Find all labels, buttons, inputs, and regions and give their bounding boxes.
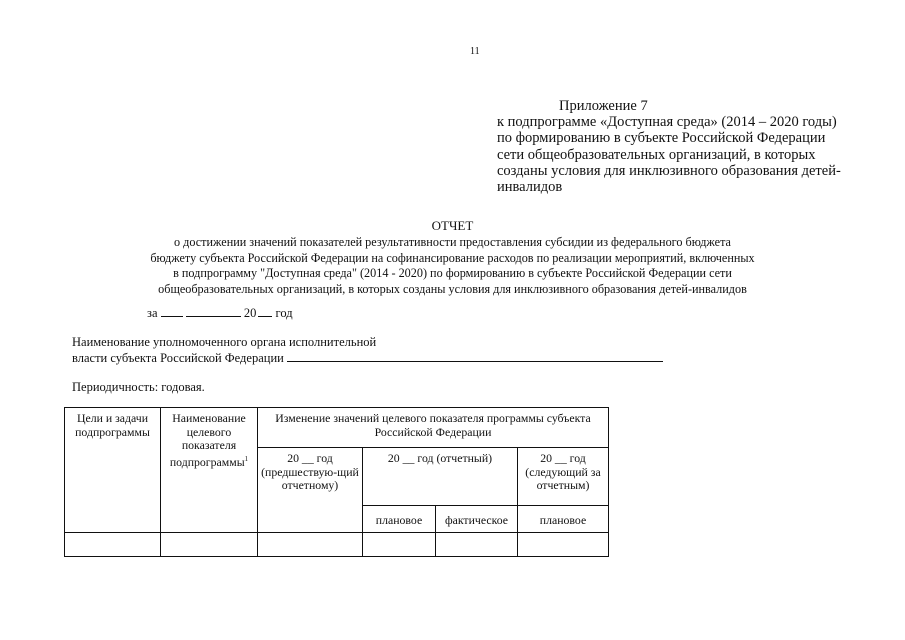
- appendix-line: инвалидов: [497, 179, 563, 196]
- appendix-line: к подпрограмме «Доступная среда» (2014 – 2020 годы): [497, 114, 837, 131]
- report-title: ОТЧЕТ: [431, 218, 474, 233]
- period-year-blank[interactable]: [258, 306, 272, 317]
- authority-label-line2: власти субъекта Российской Федерации: [72, 350, 284, 365]
- report-description-line: бюджету субъекта Российской Федерации на софинансирование расходов по реализации мероприятий, включенных: [150, 250, 755, 265]
- table-header-row: [65, 408, 609, 448]
- header-next-year: 20 __ год (следующий за отчетным): [518, 448, 609, 506]
- header-actual: фактическое: [436, 506, 518, 533]
- header-prev-year: 20 __ год (предшествую-щий отчетному): [258, 448, 363, 533]
- authority-label-line2-row: [72, 351, 663, 367]
- header-indicator-label: Наименование целевого показателя подпрограммы: [169, 411, 246, 469]
- header-change: Изменение значений целевого показателя программы субъекта Российской Федерации: [258, 408, 609, 448]
- table-cell[interactable]: [363, 533, 436, 557]
- report-description-line: о достижении значений показателей результативности предоставления субсидии из федерального бюджета: [174, 235, 731, 249]
- header-indicator: [161, 408, 258, 533]
- appendix-line: сети общеобразовательных организаций, в которых: [497, 146, 816, 163]
- period-month-blank[interactable]: [186, 306, 241, 317]
- authority-name-blank[interactable]: [287, 351, 663, 362]
- report-description-line: общеобразовательных организаций, в которых созданы условия для инклюзивного образования детей-инвалидов: [158, 282, 747, 297]
- indicators-table: [64, 407, 609, 557]
- table-cell[interactable]: [518, 533, 609, 557]
- header-report-year: 20 __ год (отчетный): [363, 448, 518, 506]
- header-planned-next: плановое: [518, 506, 609, 533]
- table-cell[interactable]: [258, 533, 363, 557]
- table-cell[interactable]: [65, 533, 161, 557]
- report-period-line: [147, 306, 293, 321]
- period-year-prefix: 20: [243, 306, 257, 320]
- header-goals: Цели и задачи подпрограммы: [65, 408, 161, 533]
- authority-field: [72, 335, 663, 366]
- table-cell[interactable]: [161, 533, 258, 557]
- report-description: [0, 235, 905, 298]
- period-prefix: за: [147, 306, 158, 320]
- table-row: [65, 533, 609, 557]
- period-day-blank[interactable]: [161, 306, 183, 317]
- appendix-line: по формированию в субъекте Российской Федерации: [497, 130, 826, 147]
- table-cell[interactable]: [436, 533, 518, 557]
- report-description-line: в подпрограмму "Доступная среда" (2014 - 2020) по формированию в субъекте Российской Федерации сети: [173, 266, 732, 281]
- appendix-line: созданы условия для инклюзивного образования детей-: [497, 162, 841, 179]
- appendix-header: [497, 98, 841, 195]
- periodicity: Периодичность: годовая.: [72, 380, 205, 394]
- footnote-mark: 1: [244, 454, 249, 463]
- appendix-title: Приложение 7: [559, 98, 648, 114]
- authority-label-line1: Наименование уполномоченного органа исполнительной: [72, 335, 377, 349]
- page-number: 11: [470, 46, 480, 57]
- period-suffix: год: [275, 306, 293, 320]
- header-planned: плановое: [363, 506, 436, 533]
